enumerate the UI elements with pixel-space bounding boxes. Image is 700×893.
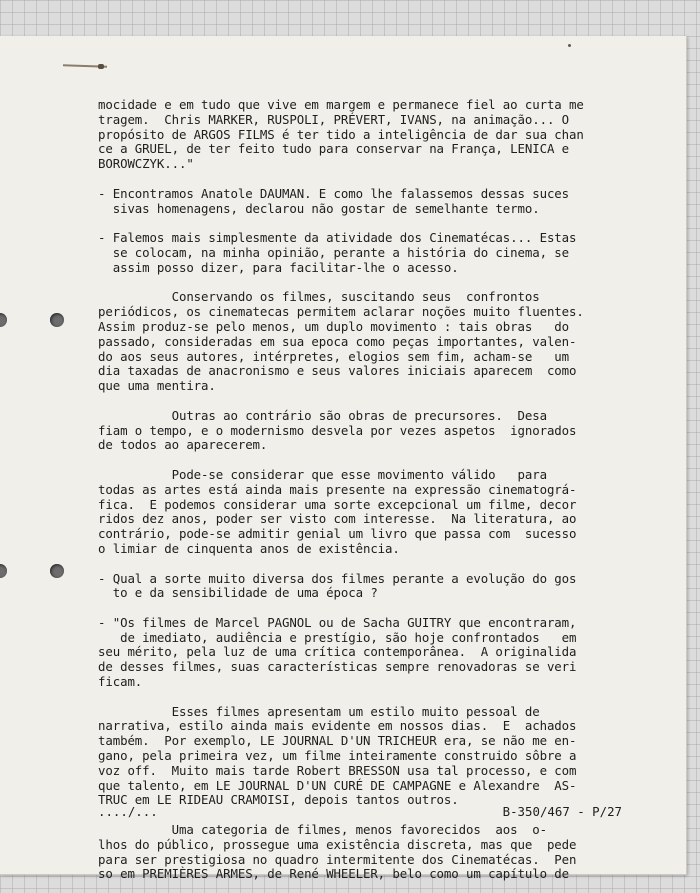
text-line: Outras ao contrário são obras de precursores. Desa [98,407,547,423]
text-line: todas as artes está ainda mais presente na expressão cinematográ- [98,481,577,497]
text-line: voz off. Muito mais tarde Robert BRESSON usa tal processo, e com [98,762,577,778]
text-line: seu mérito, pela luz de uma crítica contemporânea. A originalida [98,644,577,660]
text-line: gano, pela primeira vez, um filme inteiramente construido sôbre a [98,748,577,764]
text-line: que uma mentira. [98,378,216,394]
text-line: ce a GRUEL, de ter feito tudo para conservar na França, LENICA e [98,141,570,157]
text-line: assim posso dizer, para facilitar-lhe o acesso. [98,259,459,275]
text-line: contrário, pode-se admitir genial um livro que passa com sucesso [98,526,577,542]
line-gap [98,690,622,705]
text-line: fica. E podemos considerar uma sorte excepcional um filme, decor [98,496,577,512]
text-line: para ser prestigiosa no quadro intermitente dos Cinematécas. Pen [98,851,577,867]
line-gap [98,601,622,616]
text-line: to e da sensibilidade de uma época ? [98,585,378,601]
text-line: Conservando os filmes, suscitando seus confrontos [98,289,540,305]
line-gap [98,216,622,231]
continuation-mark: ..../... [98,804,158,819]
page-reference: B-350/467 - P/27 [502,804,622,819]
text-line: propósito de ARGOS FILMS é ter tido a inteligência de dar sua chan [98,126,584,142]
text-line: - Qual a sorte muito diversa dos filmes perante a evolução do gos [98,570,577,586]
line-gap [98,276,622,291]
text-line: passado, consideradas em sua epoca como peças importantes, valen- [98,333,577,349]
text-line: sivas homenagens, declarou não gostar de semelhante termo. [98,200,540,216]
punch-hole [0,564,7,578]
staple-dot [98,64,104,69]
line-gap [98,453,622,468]
text-line: Esses filmes apresentam um estilo muito pessoal de [98,703,540,719]
text-line: de todos ao aparecerem. [98,437,268,453]
text-line: so em PREMIÈRES ARMES, de René WHEELER, belo como um capítulo de [98,866,570,882]
text-line: lhos do público, prossegue uma existência discreta, mas que pede [98,836,577,852]
paper-speck [568,44,571,47]
text-line: - Encontramos Anatole DAUMAN. E como lhe falassemos dessas suces [98,185,570,201]
text-line: Pode-se considerar que esse movimento válido para [98,466,547,482]
text-line: narrativa, estilo ainda mais evidente em nossos dias. E achados [98,718,577,734]
punch-hole [0,313,7,327]
text-line: se colocam, na minha opinião, perante a história do cinema, se [98,244,570,260]
punch-hole [50,564,64,578]
text-line: - "Os filmes de Marcel PAGNOL ou de Sacha GUITRY que encontraram, [98,614,577,630]
text-line: também. Por exemplo, LE JOURNAL D'UN TRICHEUR era, se não me en- [98,733,577,749]
text-line: fiam o tempo, e o modernismo desvela por vezes aspetos ignorados [98,422,577,438]
text-line: o limiar de cinquenta anos de existência. [98,540,400,556]
text-line: de desses filmes, suas características sempre renovadoras se veri [98,659,577,675]
line-gap [98,172,622,187]
punch-hole [50,313,64,327]
text-line: periódicos, os cinematecas permitem aclarar noções muito fluentes. [98,304,584,320]
text-line: BOROWCZYK..." [98,156,194,172]
text-line: que talento, em LE JOURNAL D'UN CURÉ DE CAMPAGNE e Alexandre AS- [98,777,577,793]
text-line: do aos seus autores, intérpretes, elogios sem fim, acham-se um [98,348,570,364]
page-footer [98,804,622,819]
text-line: - Falemos mais simplesmente da atividade dos Cinematécas... Estas [98,230,577,246]
typed-text-body [98,98,622,882]
text-line: de imediato, audiência e prestígio, são hoje confrontados em [98,629,577,645]
text-line: dia taxadas de anacronismo e seus valores iniciais aparecem como [98,363,577,379]
text-line: mocidade e em tudo que vive em margem e permanece fiel ao curta me [98,97,584,112]
text-line: ridos dez anos, poder ser visto com interesse. Na literatura, ao [98,511,577,527]
line-gap [98,557,622,572]
line-gap [98,394,622,409]
text-line: ficam. [98,674,143,690]
text-line: TRUC em LE RIDEAU CRAMOISI, depois tantos outros. [98,792,459,808]
document-page [0,36,687,882]
text-line: Assim produz-se pelo menos, um duplo movimento : tais obras do [98,318,570,334]
text-line: tragem. Chris MARKER, RUSPOLI, PRÉVERT, IVANS, na animação... O [98,111,570,127]
text-line: Uma categoria de filmes, menos favorecidos aos o- [98,822,547,838]
